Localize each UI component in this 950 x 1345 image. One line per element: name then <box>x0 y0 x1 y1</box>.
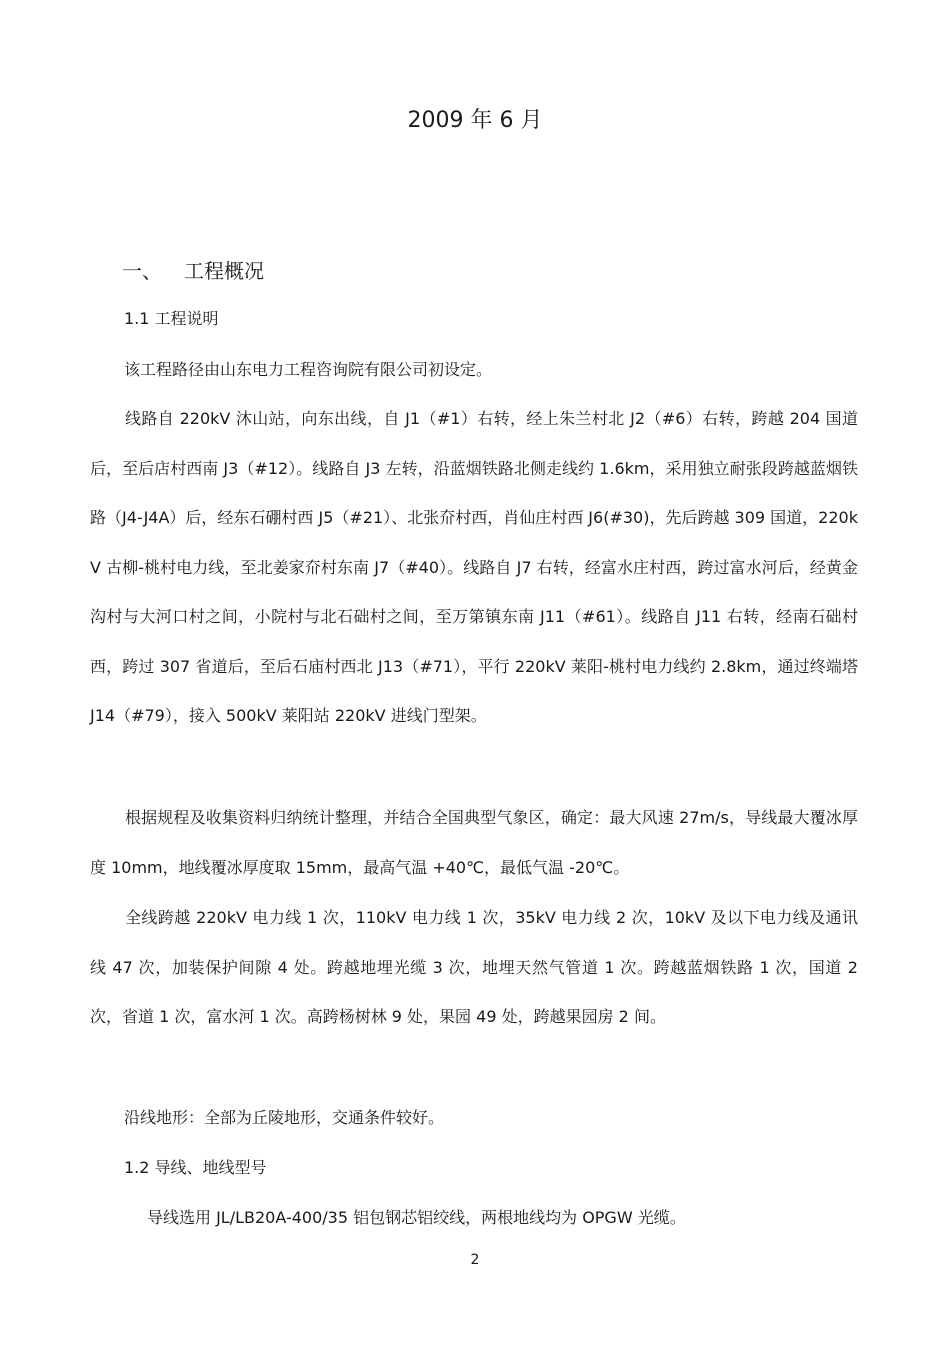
section-heading <box>122 256 264 286</box>
page-number: 2 <box>470 1252 480 1268</box>
paragraph-terrain: 沿线地形：全部为丘陵地形，交通条件较好。 <box>124 1108 445 1127</box>
document-date: 2009 年 6 月 <box>407 108 543 133</box>
paragraph-weather-conditions: 根据规程及收集资料归纳统计整理，并结合全国典型气象区，确定：最大风速 27m/s，导线最大覆冰厚度 10mm，地线覆冰厚度取 15mm，最高气温 +40℃，最低气温 -20℃。 <box>90 808 858 877</box>
section-title: 工程概况 <box>184 259 264 283</box>
subsection-heading-1-1: 1.1 工程说明 <box>124 309 219 328</box>
paragraph-crossings: 全线跨越 220kV 电力线 1 次，110kV 电力线 1 次，35kV 电力线 2 次，10kV 及以下电力线及通讯线 47 次，加装保护间隙 4 处。跨越地埋光缆 3 次，地埋天然气管道 1 次。跨越蓝烟铁路 1 次，国道 2 次，省道 1 次，富水河 1 次。高跨杨树林 9 处，果园 49 处，跨越果园房 2 间。 <box>90 908 858 1026</box>
subsection-heading-1-2: 1.2 导线、地线型号 <box>124 1158 267 1177</box>
paragraph-conductor-type: 导线选用 JL/LB20A-400/35 铝包钢芯铝绞线，两根地线均为 OPGW 光缆。 <box>147 1208 686 1227</box>
section-number: 一、 <box>122 259 162 283</box>
paragraph-route-designer: 该工程路径由山东电力工程咨询院有限公司初设定。 <box>124 360 493 379</box>
paragraph-route-description: 线路自 220kV 沐山站，向东出线，自 J1（#1）右转，经上朱兰村北 J2（#6）右转，跨越 204 国道后，至后店村西南 J3（#12）。线路自 J3 左转，沿蓝烟铁路北侧走线约 1.6km，采用独立耐张段跨越蓝烟铁路（J4-J4A）后，经东石硼村西 J5（#21）、北张夼村西，肖仙庄村西 J6(#30)，先后跨越 309 国道，220kV 古柳-桃村电力线，至北姜家夼村东南 J7（#40）。线路自 J7 右转，经富水庄村西，跨过富水河后，经黄金沟村与大河口村之间，小院村与北石础村之间，至万第镇东南 J11（#61）。线路自 J11 右转，经南石础村西，跨过 307 省道后，至后石庙村西北 J13（#71），平行 220kV 莱阳-桃村电力线约 2.8km，通过终端塔 J14（#79），接入 500kV 莱阳站 220kV 进线门型架。 <box>90 409 858 725</box>
